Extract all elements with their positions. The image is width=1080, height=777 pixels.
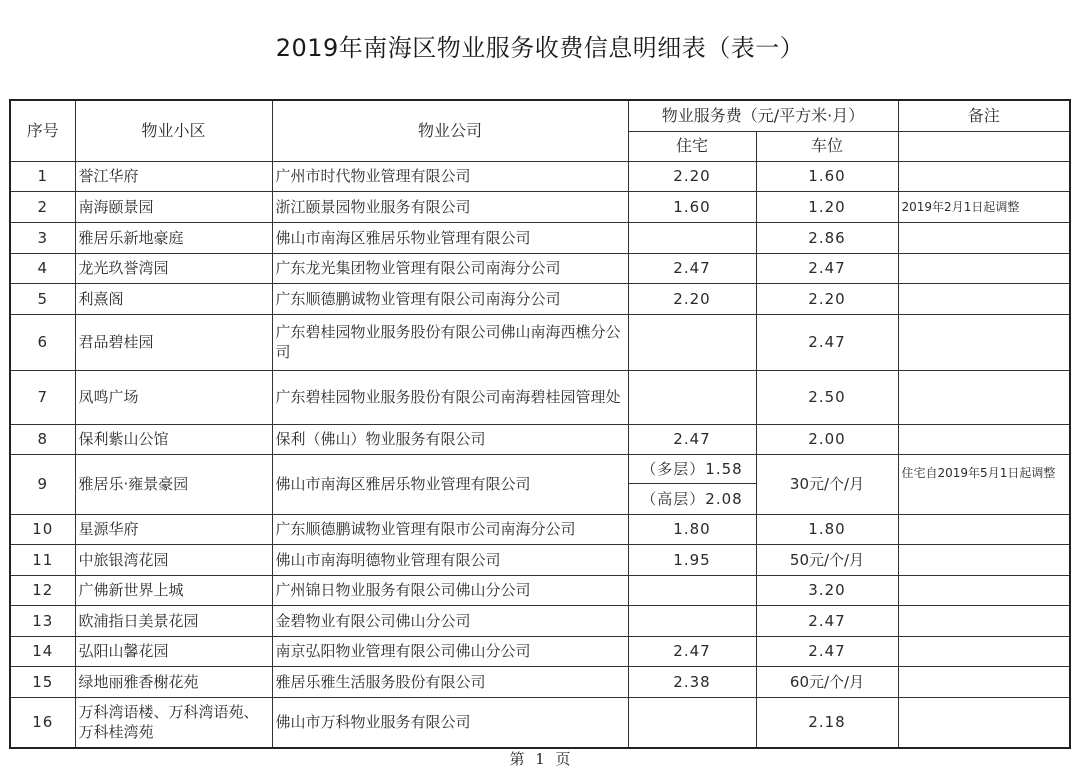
cell-residential: 2.47 (628, 253, 756, 283)
cell-parking: 2.47 (756, 253, 898, 283)
cell-index: 8 (10, 424, 75, 454)
cell-company: 浙江颐景园物业服务有限公司 (272, 191, 628, 222)
cell-remarks (898, 370, 1070, 424)
cell-residential (628, 222, 756, 253)
table-row (10, 161, 1070, 191)
cell-community: 保利紫山公馆 (75, 424, 272, 454)
cell-remarks (898, 222, 1070, 253)
cell-company: 雅居乐雅生活服务股份有限公司 (272, 666, 628, 697)
cell-parking: 2.50 (756, 370, 898, 424)
cell-parking: 30元/个/月 (756, 454, 898, 514)
cell-remarks (898, 514, 1070, 544)
cell-company: 广州市时代物业管理有限公司 (272, 161, 628, 191)
cell-company: 广东顺德鹏诚物业管理有限市公司南海分公司 (272, 514, 628, 544)
table-row (10, 666, 1070, 697)
fee-table (9, 99, 1071, 749)
header-remarks: 备注 (898, 100, 1070, 131)
cell-index: 3 (10, 222, 75, 253)
table-row (10, 370, 1070, 424)
cell-index: 1 (10, 161, 75, 191)
table-row (10, 636, 1070, 666)
cell-index: 2 (10, 191, 75, 222)
cell-community: 广佛新世界上城 (75, 575, 272, 605)
header-fee-group: 物业服务费（元/平方米·月） (628, 100, 898, 131)
table-row (10, 283, 1070, 314)
table-row (10, 544, 1070, 575)
cell-index: 4 (10, 253, 75, 283)
cell-company: 佛山市南海区雅居乐物业管理有限公司 (272, 454, 628, 514)
header-parking: 车位 (756, 131, 898, 161)
cell-remarks (898, 161, 1070, 191)
cell-parking: 2.20 (756, 283, 898, 314)
cell-residential (628, 575, 756, 605)
cell-index: 14 (10, 636, 75, 666)
cell-parking: 2.00 (756, 424, 898, 454)
cell-residential-highrise: （高层）2.08 (628, 483, 756, 514)
cell-remarks (898, 666, 1070, 697)
cell-company: 佛山市南海区雅居乐物业管理有限公司 (272, 222, 628, 253)
cell-residential: 2.20 (628, 161, 756, 191)
table-row (10, 424, 1070, 454)
cell-parking: 1.20 (756, 191, 898, 222)
document-title: 2019年南海区物业服务收费信息明细表（表一） (275, 34, 805, 62)
header-community: 物业小区 (75, 100, 272, 161)
cell-remarks (898, 424, 1070, 454)
cell-remarks (898, 544, 1070, 575)
cell-residential-multistory: （多层）1.58 (628, 454, 756, 483)
cell-index: 7 (10, 370, 75, 424)
cell-parking: 1.60 (756, 161, 898, 191)
table-row (10, 191, 1070, 222)
cell-community: 君品碧桂园 (75, 314, 272, 370)
header-residential: 住宅 (628, 131, 756, 161)
cell-remarks (898, 283, 1070, 314)
table-row (10, 514, 1070, 544)
cell-company: 佛山市南海明德物业管理有限公司 (272, 544, 628, 575)
cell-index: 16 (10, 697, 75, 748)
cell-remarks: 2019年2月1日起调整 (898, 191, 1070, 222)
cell-community: 欧浦指日美景花园 (75, 605, 272, 636)
cell-parking: 3.20 (756, 575, 898, 605)
cell-residential (628, 605, 756, 636)
cell-remarks (898, 314, 1070, 370)
cell-community: 绿地丽雅香榭花苑 (75, 666, 272, 697)
cell-remarks (898, 575, 1070, 605)
cell-company: 保利（佛山）物业服务有限公司 (272, 424, 628, 454)
cell-remarks (898, 697, 1070, 748)
table-row (10, 575, 1070, 605)
cell-residential: 2.38 (628, 666, 756, 697)
cell-residential (628, 697, 756, 748)
cell-remarks (898, 253, 1070, 283)
cell-community: 星源华府 (75, 514, 272, 544)
cell-community: 雅居乐·雍景豪园 (75, 454, 272, 514)
cell-company: 广东顺德鹏诚物业管理有限公司南海分公司 (272, 283, 628, 314)
cell-parking: 60元/个/月 (756, 666, 898, 697)
cell-community: 万科湾语楼、万科湾语苑、万科桂湾苑 (75, 697, 272, 748)
cell-company: 广东龙光集团物业管理有限公司南海分公司 (272, 253, 628, 283)
table-row (10, 222, 1070, 253)
cell-residential: 1.95 (628, 544, 756, 575)
cell-company: 佛山市万科物业服务有限公司 (272, 697, 628, 748)
table-row (10, 454, 1070, 483)
table-row (10, 605, 1070, 636)
cell-remarks (898, 605, 1070, 636)
cell-community: 中旅银湾花园 (75, 544, 272, 575)
table-row (10, 697, 1070, 748)
header-remarks-empty (898, 131, 1070, 161)
cell-residential: 1.60 (628, 191, 756, 222)
cell-parking: 2.47 (756, 605, 898, 636)
cell-community: 南海颐景园 (75, 191, 272, 222)
cell-company: 广东碧桂园物业服务股份有限公司佛山南海西樵分公司 (272, 314, 628, 370)
cell-index: 6 (10, 314, 75, 370)
cell-community: 利熹阁 (75, 283, 272, 314)
header-row (10, 100, 1070, 131)
header-index: 序号 (10, 100, 75, 161)
cell-index: 11 (10, 544, 75, 575)
cell-company: 广东碧桂园物业服务股份有限公司南海碧桂园管理处 (272, 370, 628, 424)
cell-parking: 1.80 (756, 514, 898, 544)
cell-index: 13 (10, 605, 75, 636)
cell-residential: 2.47 (628, 424, 756, 454)
cell-index: 15 (10, 666, 75, 697)
cell-community: 弘阳山馨花园 (75, 636, 272, 666)
header-company: 物业公司 (272, 100, 628, 161)
cell-index: 12 (10, 575, 75, 605)
cell-company: 广州锦日物业服务有限公司佛山分公司 (272, 575, 628, 605)
cell-parking: 50元/个/月 (756, 544, 898, 575)
cell-residential: 2.47 (628, 636, 756, 666)
cell-company: 金碧物业有限公司佛山分公司 (272, 605, 628, 636)
cell-index: 10 (10, 514, 75, 544)
cell-residential: 1.80 (628, 514, 756, 544)
cell-residential (628, 314, 756, 370)
table-row (10, 314, 1070, 370)
cell-parking: 2.86 (756, 222, 898, 253)
cell-parking: 2.47 (756, 636, 898, 666)
cell-parking: 2.47 (756, 314, 898, 370)
cell-community: 誉江华府 (75, 161, 272, 191)
page-number: 第 1 页 (509, 750, 571, 768)
cell-index: 9 (10, 454, 75, 514)
cell-index: 5 (10, 283, 75, 314)
cell-company: 南京弘阳物业管理有限公司佛山分公司 (272, 636, 628, 666)
cell-community: 凤鸣广场 (75, 370, 272, 424)
cell-community: 雅居乐新地豪庭 (75, 222, 272, 253)
cell-residential (628, 370, 756, 424)
cell-parking: 2.18 (756, 697, 898, 748)
cell-residential: 2.20 (628, 283, 756, 314)
table-row (10, 253, 1070, 283)
cell-community: 龙光玖誉湾园 (75, 253, 272, 283)
cell-remarks (898, 636, 1070, 666)
cell-remarks: 住宅自2019年5月1日起调整 (898, 454, 1070, 514)
